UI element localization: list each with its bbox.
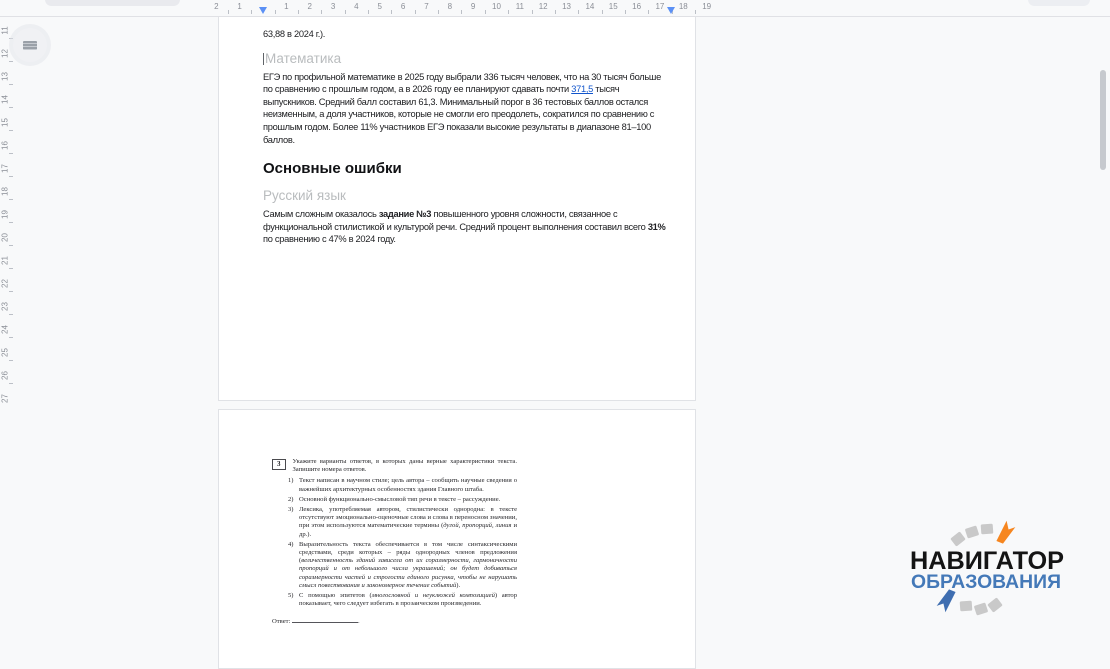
ruler-number: 18	[678, 2, 688, 11]
answer-blank	[292, 616, 358, 623]
ruler-number: 1	[284, 2, 289, 11]
heading-errors[interactable]: Основные ошибки	[263, 160, 402, 178]
orange-arrow-icon	[996, 520, 1016, 546]
ruler-tick	[275, 10, 276, 14]
paragraph-math[interactable]: ЕГЭ по профильной математике в 2025 году выбрали 336 тысяч человек, что на 30 тысяч больше по сравнению с прошлым годом, а в 2026 году ее планируют сдавать почти 371,5 тысяч выпускников. Средний балл составил 61,3. Минимальный порог в 36 тестовых баллов остался неизменным, а доля участников, которые не смогли его преодолеть, сократился по сравнению с прошлым годом. Более 11% участников ЕГЭ показали высокие результаты в диапазоне 81–100 баллов.	[263, 71, 661, 145]
ruler-number: 2	[307, 2, 312, 11]
ruler-number: 17	[0, 164, 10, 173]
heading-russian[interactable]: Русский язык	[263, 188, 346, 204]
ruler-number: 17	[655, 2, 665, 11]
menu-button[interactable]	[13, 28, 47, 62]
ruler-number: 23	[0, 302, 10, 311]
ruler-tick	[9, 268, 13, 269]
ruler-number: 22	[0, 279, 10, 288]
logo-line2: ОБРАЗОВАНИЯ	[911, 572, 1061, 593]
ruler-tick	[438, 10, 439, 14]
ruler-number: 19	[0, 210, 10, 219]
answer-options-list	[272, 477, 517, 608]
ruler-number: 12	[538, 2, 548, 11]
heading-math-label: Математика	[265, 50, 342, 66]
ruler-number: 8	[447, 2, 453, 11]
ruler-tick	[9, 107, 13, 108]
question-intro: Укажите варианты ответов, в которых даны верные характеристики текста. Запишите номера ответов.	[292, 458, 517, 474]
link-371-5[interactable]: 371,5	[571, 84, 593, 95]
indent-marker[interactable]	[667, 7, 675, 14]
ruler-number: 20	[0, 233, 10, 242]
site-watermark-logo	[900, 512, 1075, 617]
paragraph-fragment[interactable]: 63,88 в 2024 г.).	[263, 29, 326, 39]
ruler-number: 10	[492, 2, 501, 11]
ruler-number: 12	[0, 49, 10, 58]
ruler-number: 16	[632, 2, 642, 11]
text-cursor	[263, 53, 264, 65]
ruler-number: 5	[377, 2, 382, 11]
indent-marker[interactable]	[259, 7, 267, 14]
paragraph-russian[interactable]: Самым сложным оказалось задание №3 повышенного уровня сложности, связанное с функциональной стилистикой и культурой речи. Средний процент выполнения составил всего 31% по сравнению с 47% в 2024 году.	[263, 209, 666, 245]
ruler-tick	[251, 10, 252, 14]
menu-icon	[23, 41, 37, 50]
vertical-ruler[interactable]	[0, 17, 14, 405]
logo-line1: НАВИГАТОР	[910, 547, 1064, 575]
ruler-tick	[368, 10, 369, 14]
ruler-tick	[9, 176, 13, 177]
ruler-tick	[648, 10, 649, 14]
ruler-tick	[555, 10, 556, 14]
ruler-tick	[532, 10, 533, 14]
ruler-tick	[578, 10, 579, 14]
list-item: 3) Лексика, употребляемая автором, стилистически однородна: в тексте отсутствуют эмоционально-оценочные слова и слова в переносном значении, при этом используются математические термины (дугой, пропорций, линия и др.).	[288, 506, 517, 538]
ruler-number: 27	[0, 394, 10, 403]
ruler-number: 4	[354, 2, 359, 11]
ruler-number: 21	[0, 256, 10, 265]
question-number-box: 3	[272, 459, 286, 470]
ruler-tick	[391, 10, 392, 14]
ruler-tick	[602, 10, 603, 14]
ruler-number: 11	[515, 2, 524, 11]
cutoff-toolbar-artifact	[1028, 0, 1090, 6]
ruler-number: 13	[0, 72, 10, 81]
ruler-tick	[485, 10, 486, 14]
list-item: 2) Основной функционально-смысловой тип речи в тексте – рассуждение.	[288, 495, 501, 503]
list-item: 1) Текст написан в научном стиле; цель автора – сообщить научные сведения о важнейших архитектурных особенностях здания Главного штаба.	[288, 477, 517, 493]
ruler-tick	[508, 10, 509, 14]
ruler-tick	[321, 10, 322, 14]
ruler-number: 9	[470, 2, 476, 11]
ruler-tick	[9, 84, 13, 85]
ruler-tick	[9, 61, 13, 62]
document-page-1[interactable]	[218, 17, 696, 401]
answer-line: Ответ: .	[272, 618, 360, 626]
ruler-number: 15	[0, 118, 10, 127]
ruler-number: 24	[0, 325, 10, 334]
ruler-tick	[9, 199, 13, 200]
ruler-number: 18	[0, 187, 10, 196]
list-item: 5) С помощью эпитетов (многословной и неуклюжей композицией) автор показывает, чего следует избегать в прозаическом произведении.	[288, 592, 518, 608]
ruler-number: 6	[400, 2, 406, 11]
ruler-number: 7	[424, 2, 429, 11]
ruler-tick	[298, 10, 299, 14]
ruler-tick	[9, 245, 13, 246]
list-item: 4) Выразительность текста обеспечивается в том числе синтаксическими средствами, среди которых – ряды однородных членов предложения (величественность зданий зависела от их соразмерности, гармоничности пропорций и от небольшого числа украшений; он будет добиваться соразмерности частей и строгости единого рисунка, чтобы не нарушать смысл повествования и закономерное течение событий).	[288, 540, 517, 589]
exam-question-image[interactable]	[272, 458, 517, 627]
ruler-tick	[9, 291, 13, 292]
ruler-number: 14	[0, 95, 10, 104]
cutoff-toolbar-artifact	[45, 0, 180, 6]
ruler-tick	[228, 10, 229, 14]
ruler-number: 2	[214, 2, 219, 11]
ruler-number: 13	[562, 2, 571, 11]
vertical-scrollbar-thumb[interactable]	[1100, 70, 1106, 170]
ruler-tick	[695, 10, 696, 14]
ruler-tick	[9, 360, 13, 361]
ruler-tick	[9, 222, 13, 223]
ruler-number: 14	[585, 2, 595, 11]
logo-top-arc	[950, 520, 1016, 547]
ruler-tick	[9, 337, 13, 338]
document-page-2[interactable]	[218, 409, 696, 669]
ruler-tick	[9, 314, 13, 315]
heading-math[interactable]	[263, 51, 653, 67]
ruler-number: 11	[0, 26, 10, 35]
ruler-number: 15	[608, 2, 618, 11]
ruler-tick	[345, 10, 346, 14]
ruler-number: 1	[237, 2, 242, 11]
ruler-tick	[9, 130, 13, 131]
ruler-tick	[415, 10, 416, 14]
ruler-tick	[461, 10, 462, 14]
ruler-tick	[625, 10, 626, 14]
ruler-number: 16	[0, 141, 10, 150]
navigator-logo	[900, 512, 1075, 617]
ruler-tick	[9, 38, 13, 39]
ruler-number: 25	[0, 348, 10, 357]
ruler-number: 3	[330, 2, 336, 11]
ruler-number: 19	[702, 2, 712, 11]
ruler-tick	[9, 383, 13, 384]
ruler-number: 26	[0, 371, 10, 380]
ruler-tick	[9, 153, 13, 154]
